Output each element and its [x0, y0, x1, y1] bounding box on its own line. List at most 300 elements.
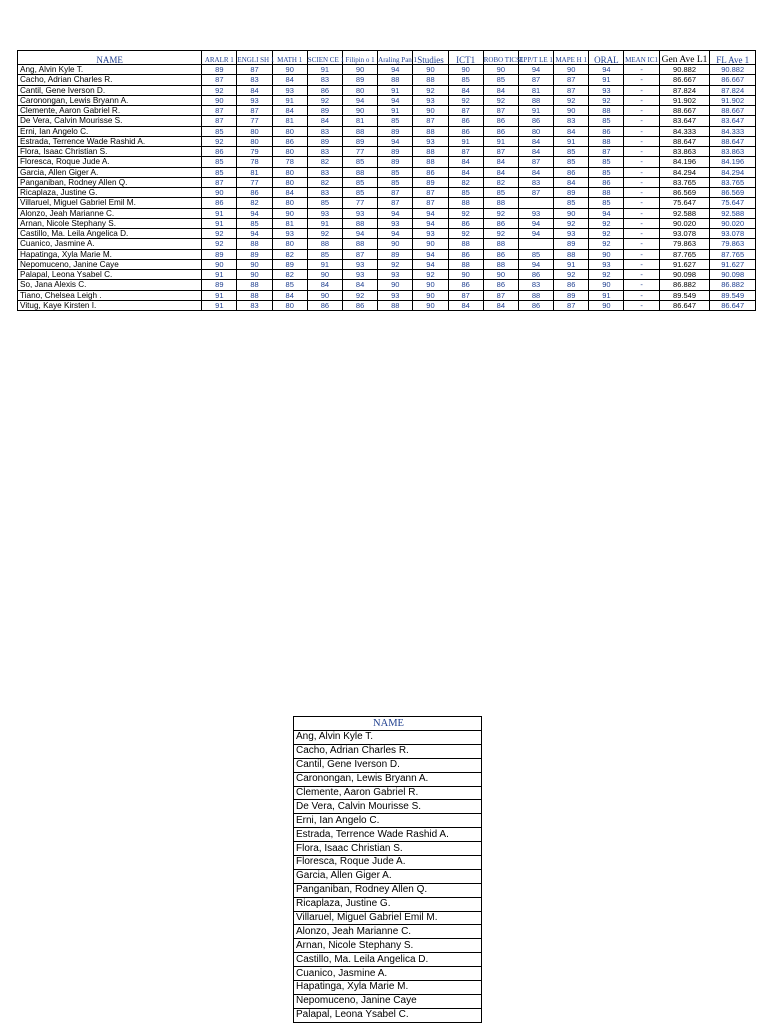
- grade-cell: 84: [483, 300, 518, 310]
- grade-cell: 86: [589, 177, 624, 187]
- grade-cell: -: [624, 95, 659, 105]
- table-row: [18, 65, 756, 75]
- student-name-cell: Cantil, Gene Iverson D.: [18, 85, 202, 95]
- name-cell: Panganiban, Rodney Allen Q.: [294, 883, 482, 897]
- grade-cell: 81: [272, 116, 307, 126]
- grade-cell: 80: [237, 126, 272, 136]
- grade-cell: 94: [378, 95, 413, 105]
- grade-cell: 92: [378, 259, 413, 269]
- grade-cell: -: [624, 270, 659, 280]
- name-cell: De Vera, Calvin Mourisse S.: [294, 800, 482, 814]
- list-item: [294, 731, 482, 745]
- grade-cell: 90: [378, 239, 413, 249]
- grade-cell: 89: [413, 177, 448, 187]
- grade-cell: 94: [378, 229, 413, 239]
- grade-cell: 85: [342, 188, 377, 198]
- grade-cell: 88: [342, 218, 377, 228]
- student-name-cell: Panganiban, Rodney Allen Q.: [18, 177, 202, 187]
- gen-ave-cell: 86.667: [659, 75, 710, 85]
- grade-cell: 91: [202, 218, 237, 228]
- grade-cell: 77: [237, 177, 272, 187]
- table-row: [18, 147, 756, 157]
- fl-ave-cell: 86.882: [710, 280, 756, 290]
- name-cell: Garcia, Allen Giger A.: [294, 869, 482, 883]
- grade-cell: 88: [518, 95, 553, 105]
- grade-cell: 88: [237, 290, 272, 300]
- grade-cell: 83: [307, 147, 342, 157]
- grade-cell: 90: [378, 280, 413, 290]
- grade-cell: 86: [307, 85, 342, 95]
- grade-cell: 90: [554, 106, 589, 116]
- grade-cell: 92: [589, 95, 624, 105]
- grade-cell: 77: [237, 116, 272, 126]
- grade-cell: 86: [272, 136, 307, 146]
- grade-cell: 77: [342, 147, 377, 157]
- list-item: [294, 953, 482, 967]
- grade-cell: 88: [378, 300, 413, 310]
- grade-cell: 91: [483, 136, 518, 146]
- grade-cell: 83: [307, 75, 342, 85]
- list-item: [294, 869, 482, 883]
- gen-ave-cell: 83.863: [659, 147, 710, 157]
- name-list-header-row: [294, 717, 482, 731]
- name-cell: Palapal, Leona Ysabel C.: [294, 1008, 482, 1022]
- grade-cell: 81: [237, 167, 272, 177]
- grade-cell: 87: [554, 75, 589, 85]
- grade-cell: 86: [589, 126, 624, 136]
- name-cell: Ang, Alvin Kyle T.: [294, 731, 482, 745]
- grade-cell: 87: [518, 157, 553, 167]
- grade-cell: 92: [483, 208, 518, 218]
- grade-cell: 81: [272, 218, 307, 228]
- gen-ave-cell: 87.765: [659, 249, 710, 259]
- grade-cell: 85: [554, 157, 589, 167]
- grade-cell: 94: [342, 229, 377, 239]
- list-item: [294, 883, 482, 897]
- grade-cell: 91: [307, 65, 342, 75]
- grade-cell: 94: [378, 208, 413, 218]
- grade-cell: 84: [483, 167, 518, 177]
- table-row: [18, 126, 756, 136]
- grade-cell: 89: [237, 249, 272, 259]
- fl-ave-cell: 88.667: [710, 106, 756, 116]
- grade-cell: 88: [448, 198, 483, 208]
- table-row: [18, 208, 756, 218]
- name-cell: Cantil, Gene Iverson D.: [294, 758, 482, 772]
- grade-cell: 89: [378, 249, 413, 259]
- gen-ave-cell: 84.333: [659, 126, 710, 136]
- grade-cell: 93: [378, 270, 413, 280]
- table-row: [18, 157, 756, 167]
- grade-cell: 84: [554, 177, 589, 187]
- grade-cell: 85: [202, 126, 237, 136]
- list-item: [294, 758, 482, 772]
- grade-cell: 92: [202, 229, 237, 239]
- grade-cell: 85: [272, 280, 307, 290]
- grade-cell: 94: [518, 259, 553, 269]
- grade-cell: 80: [272, 177, 307, 187]
- grade-cell: 85: [448, 75, 483, 85]
- grade-cell: 91: [518, 106, 553, 116]
- grade-cell: -: [624, 229, 659, 239]
- grade-cell: 92: [483, 95, 518, 105]
- grade-cell: 93: [589, 259, 624, 269]
- grade-cell: 86: [448, 280, 483, 290]
- grade-cell: 84: [518, 147, 553, 157]
- grade-cell: 89: [342, 136, 377, 146]
- grade-cell: 83: [237, 300, 272, 310]
- student-name-cell: Erni, Ian Angelo C.: [18, 126, 202, 136]
- column-header: MATH 1: [272, 51, 307, 65]
- column-header: Studies: [413, 51, 448, 65]
- grade-cell: 86: [554, 167, 589, 177]
- grade-cell: 78: [237, 157, 272, 167]
- grade-cell: 94: [589, 208, 624, 218]
- grade-cell: -: [624, 259, 659, 269]
- grade-cell: 89: [202, 280, 237, 290]
- grade-cell: 87: [378, 188, 413, 198]
- grade-cell: 86: [483, 280, 518, 290]
- grade-cell: 89: [342, 75, 377, 85]
- gen-ave-cell: 90.882: [659, 65, 710, 75]
- name-cell: Floresca, Roque Jude A.: [294, 856, 482, 870]
- grade-cell: 88: [483, 198, 518, 208]
- grade-cell: 87: [483, 106, 518, 116]
- grade-cell: 87: [483, 147, 518, 157]
- grade-cell: 86: [518, 116, 553, 126]
- grade-cell: 83: [554, 116, 589, 126]
- grade-cell: 90: [202, 259, 237, 269]
- grade-cell: 86: [518, 270, 553, 280]
- grade-cell: 90: [413, 239, 448, 249]
- grade-cell: 80: [237, 136, 272, 146]
- grade-cell: 84: [518, 136, 553, 146]
- gen-ave-cell: 89.549: [659, 290, 710, 300]
- column-header: EPP/T LE 1: [518, 51, 553, 65]
- grade-cell: 92: [483, 229, 518, 239]
- fl-ave-cell: 84.333: [710, 126, 756, 136]
- name-cell: Flora, Isaac Christian S.: [294, 842, 482, 856]
- grade-cell: 91: [378, 85, 413, 95]
- grade-cell: 87: [202, 106, 237, 116]
- grade-cell: 86: [202, 147, 237, 157]
- grade-cell: 85: [589, 157, 624, 167]
- grade-cell: [518, 239, 553, 249]
- student-name-cell: Cacho, Adrian Charles R.: [18, 75, 202, 85]
- fl-ave-cell: 88.647: [710, 136, 756, 146]
- gen-ave-cell: 88.647: [659, 136, 710, 146]
- grade-cell: 85: [307, 198, 342, 208]
- grade-cell: 91: [272, 95, 307, 105]
- student-name-cell: So, Jana Alexis C.: [18, 280, 202, 290]
- grade-cell: 90: [237, 259, 272, 269]
- grade-cell: 88: [589, 188, 624, 198]
- table-row: [18, 280, 756, 290]
- grade-cell: 87: [518, 75, 553, 85]
- grade-cell: 88: [413, 147, 448, 157]
- column-header: ROBO TICS1: [483, 51, 518, 65]
- grade-cell: 88: [413, 157, 448, 167]
- grade-cell: 84: [272, 290, 307, 300]
- student-name-cell: Villaruel, Miguel Gabriel Emil M.: [18, 198, 202, 208]
- student-name-cell: Vitug, Kaye Kirsten I.: [18, 300, 202, 310]
- grade-cell: 82: [448, 177, 483, 187]
- column-header: FL Ave 1: [710, 51, 756, 65]
- grade-cell: 86: [554, 280, 589, 290]
- grade-cell: 89: [378, 126, 413, 136]
- fl-ave-cell: 83.647: [710, 116, 756, 126]
- grade-cell: 84: [518, 167, 553, 177]
- grade-cell: 88: [237, 239, 272, 249]
- grade-cell: 84: [483, 157, 518, 167]
- grade-cell: -: [624, 136, 659, 146]
- grade-cell: 84: [307, 280, 342, 290]
- grade-cell: 91: [202, 208, 237, 218]
- grade-cell: 79: [237, 147, 272, 157]
- fl-ave-cell: 87.765: [710, 249, 756, 259]
- grade-cell: -: [624, 280, 659, 290]
- grade-cell: 93: [378, 218, 413, 228]
- grade-cell: 83: [518, 177, 553, 187]
- column-header: ARALR 1: [202, 51, 237, 65]
- name-cell: Hapatinga, Xyla Marie M.: [294, 981, 482, 995]
- table-row: [18, 177, 756, 187]
- name-cell: Estrada, Terrence Wade Rashid A.: [294, 828, 482, 842]
- grade-cell: 89: [272, 259, 307, 269]
- gen-ave-cell: 86.569: [659, 188, 710, 198]
- grade-cell: -: [624, 167, 659, 177]
- grade-cell: 93: [554, 229, 589, 239]
- name-cell: Villaruel, Miguel Gabriel Emil M.: [294, 911, 482, 925]
- grade-cell: -: [624, 147, 659, 157]
- grade-cell: 90: [554, 208, 589, 218]
- grade-cell: 94: [413, 259, 448, 269]
- grade-cell: 85: [378, 167, 413, 177]
- grade-cell: 88: [237, 280, 272, 290]
- grade-cell: 89: [554, 239, 589, 249]
- grade-cell: 92: [202, 239, 237, 249]
- grade-cell: 89: [378, 157, 413, 167]
- name-cell: Alonzo, Jeah Marianne C.: [294, 925, 482, 939]
- grade-cell: -: [624, 157, 659, 167]
- grade-cell: 87: [378, 198, 413, 208]
- grade-cell: 91: [202, 290, 237, 300]
- grade-cell: 90: [342, 65, 377, 75]
- grade-cell: 90: [342, 106, 377, 116]
- grade-cell: 93: [307, 208, 342, 218]
- grade-cell: 90: [413, 106, 448, 116]
- grade-cell: 94: [413, 218, 448, 228]
- grade-cell: 92: [413, 85, 448, 95]
- grade-cell: 87: [237, 106, 272, 116]
- student-name-cell: Cuanico, Jasmine A.: [18, 239, 202, 249]
- grade-cell: 82: [307, 177, 342, 187]
- grade-cell: 85: [589, 198, 624, 208]
- grade-cell: 94: [378, 65, 413, 75]
- list-item: [294, 1008, 482, 1022]
- name-cell: Arnan, Nicole Stephany S.: [294, 939, 482, 953]
- fl-ave-cell: 87.824: [710, 85, 756, 95]
- fl-ave-cell: 84.196: [710, 157, 756, 167]
- grade-cell: 94: [237, 229, 272, 239]
- table-row: [18, 259, 756, 269]
- grade-cell: 92: [448, 229, 483, 239]
- gen-ave-cell: 86.882: [659, 280, 710, 290]
- grade-cell: 85: [483, 188, 518, 198]
- table-row: [18, 290, 756, 300]
- column-header: SCIEN CE 1: [307, 51, 342, 65]
- grade-cell: 90: [413, 290, 448, 300]
- grade-cell: 81: [342, 116, 377, 126]
- grade-cell: 92: [448, 208, 483, 218]
- gen-ave-cell: 90.098: [659, 270, 710, 280]
- table-row: [18, 239, 756, 249]
- grade-cell: 94: [378, 136, 413, 146]
- gen-ave-cell: 88.667: [659, 106, 710, 116]
- list-item: [294, 994, 482, 1008]
- fl-ave-cell: 86.667: [710, 75, 756, 85]
- grade-cell: 92: [589, 218, 624, 228]
- grade-cell: 88: [483, 259, 518, 269]
- student-name-cell: Clemente, Aaron Gabriel R.: [18, 106, 202, 116]
- student-name-cell: Ang, Alvin Kyle T.: [18, 65, 202, 75]
- grade-cell: 92: [413, 270, 448, 280]
- grade-cell: 82: [237, 198, 272, 208]
- fl-ave-cell: 90.098: [710, 270, 756, 280]
- grade-cell: 90: [202, 95, 237, 105]
- grade-cell: 93: [413, 229, 448, 239]
- grade-cell: 85: [589, 116, 624, 126]
- grade-cell: 84: [483, 85, 518, 95]
- fl-ave-cell: 75.647: [710, 198, 756, 208]
- student-name-cell: Alonzo, Jeah Marianne C.: [18, 208, 202, 218]
- grade-cell: 90: [483, 65, 518, 75]
- name-cell: Caronongan, Lewis Bryann A.: [294, 772, 482, 786]
- grade-cell: 85: [518, 249, 553, 259]
- fl-ave-cell: 79.863: [710, 239, 756, 249]
- gen-ave-cell: 79.863: [659, 239, 710, 249]
- list-item: [294, 772, 482, 786]
- grade-cell: 87: [589, 147, 624, 157]
- student-name-cell: Tiano, Chelsea Leigh .: [18, 290, 202, 300]
- table-row: [18, 249, 756, 259]
- grade-cell: 87: [448, 290, 483, 300]
- table-row: [18, 136, 756, 146]
- gen-ave-cell: 84.196: [659, 157, 710, 167]
- grade-cell: 85: [589, 167, 624, 177]
- list-item: [294, 828, 482, 842]
- grade-cell: 87: [518, 188, 553, 198]
- grade-cell: -: [624, 85, 659, 95]
- grade-cell: 93: [272, 85, 307, 95]
- grade-cell: 87: [202, 177, 237, 187]
- grade-cell: 94: [237, 208, 272, 218]
- student-name-cell: Estrada, Terrence Wade Rashid A.: [18, 136, 202, 146]
- grade-cell: 92: [554, 95, 589, 105]
- grade-cell: 84: [237, 85, 272, 95]
- grade-cell: 85: [307, 249, 342, 259]
- grade-cell: 87: [413, 198, 448, 208]
- column-header: MEAN IC1: [624, 51, 659, 65]
- column-header: ORAL: [589, 51, 624, 65]
- grade-cell: 91: [554, 136, 589, 146]
- grade-cell: 86: [518, 300, 553, 310]
- list-item: [294, 800, 482, 814]
- grade-cell: 90: [448, 270, 483, 280]
- grade-cell: 86: [448, 116, 483, 126]
- gen-ave-cell: 86.647: [659, 300, 710, 310]
- name-cell: Erni, Ian Angelo C.: [294, 814, 482, 828]
- grade-cell: 88: [554, 249, 589, 259]
- grade-cell: 93: [272, 229, 307, 239]
- grade-cell: 89: [202, 65, 237, 75]
- grade-cell: 83: [518, 280, 553, 290]
- grade-cell: 86: [483, 218, 518, 228]
- list-item: [294, 814, 482, 828]
- grade-cell: 89: [307, 106, 342, 116]
- grade-cell: -: [624, 218, 659, 228]
- grade-cell: 88: [413, 126, 448, 136]
- table-row: [18, 116, 756, 126]
- grade-cell: 94: [518, 229, 553, 239]
- grade-cell: 90: [589, 300, 624, 310]
- list-item: [294, 842, 482, 856]
- grade-cell: 85: [237, 218, 272, 228]
- grade-cell: 90: [554, 65, 589, 75]
- grade-cell: 91: [202, 270, 237, 280]
- grade-cell: 93: [342, 259, 377, 269]
- grade-cell: 87: [413, 116, 448, 126]
- grade-cell: 89: [202, 249, 237, 259]
- grade-cell: 92: [589, 229, 624, 239]
- list-item: [294, 925, 482, 939]
- grade-cell: 85: [378, 177, 413, 187]
- grade-cell: 89: [554, 188, 589, 198]
- student-name-cell: Garcia, Allen Giger A.: [18, 167, 202, 177]
- grade-cell: 85: [554, 198, 589, 208]
- grade-cell: 82: [272, 249, 307, 259]
- column-header: Gen Ave L1: [659, 51, 710, 65]
- grade-cell: 93: [342, 208, 377, 218]
- grade-cell: 92: [202, 136, 237, 146]
- grade-cell: 90: [272, 208, 307, 218]
- fl-ave-cell: 86.647: [710, 300, 756, 310]
- grade-cell: 91: [378, 106, 413, 116]
- grade-cell: 86: [342, 300, 377, 310]
- grade-cell: 88: [448, 239, 483, 249]
- grade-cell: 86: [237, 188, 272, 198]
- grade-cell: 94: [413, 208, 448, 218]
- grade-cell: 89: [307, 136, 342, 146]
- gen-ave-cell: 93.078: [659, 229, 710, 239]
- grade-cell: 84: [448, 85, 483, 95]
- grade-cell: 90: [272, 65, 307, 75]
- grade-cell: -: [624, 65, 659, 75]
- grade-cell: 83: [237, 75, 272, 85]
- grade-cell: 88: [342, 126, 377, 136]
- list-item: [294, 939, 482, 953]
- grade-cell: 87: [342, 249, 377, 259]
- grade-cell: 92: [554, 270, 589, 280]
- grade-cell: 84: [272, 188, 307, 198]
- grade-cell: 84: [448, 300, 483, 310]
- grade-cell: 80: [342, 85, 377, 95]
- table-row: [18, 85, 756, 95]
- grade-cell: 93: [518, 208, 553, 218]
- grade-cell: 77: [342, 198, 377, 208]
- grade-cell: 94: [518, 65, 553, 75]
- fl-ave-cell: 83.863: [710, 147, 756, 157]
